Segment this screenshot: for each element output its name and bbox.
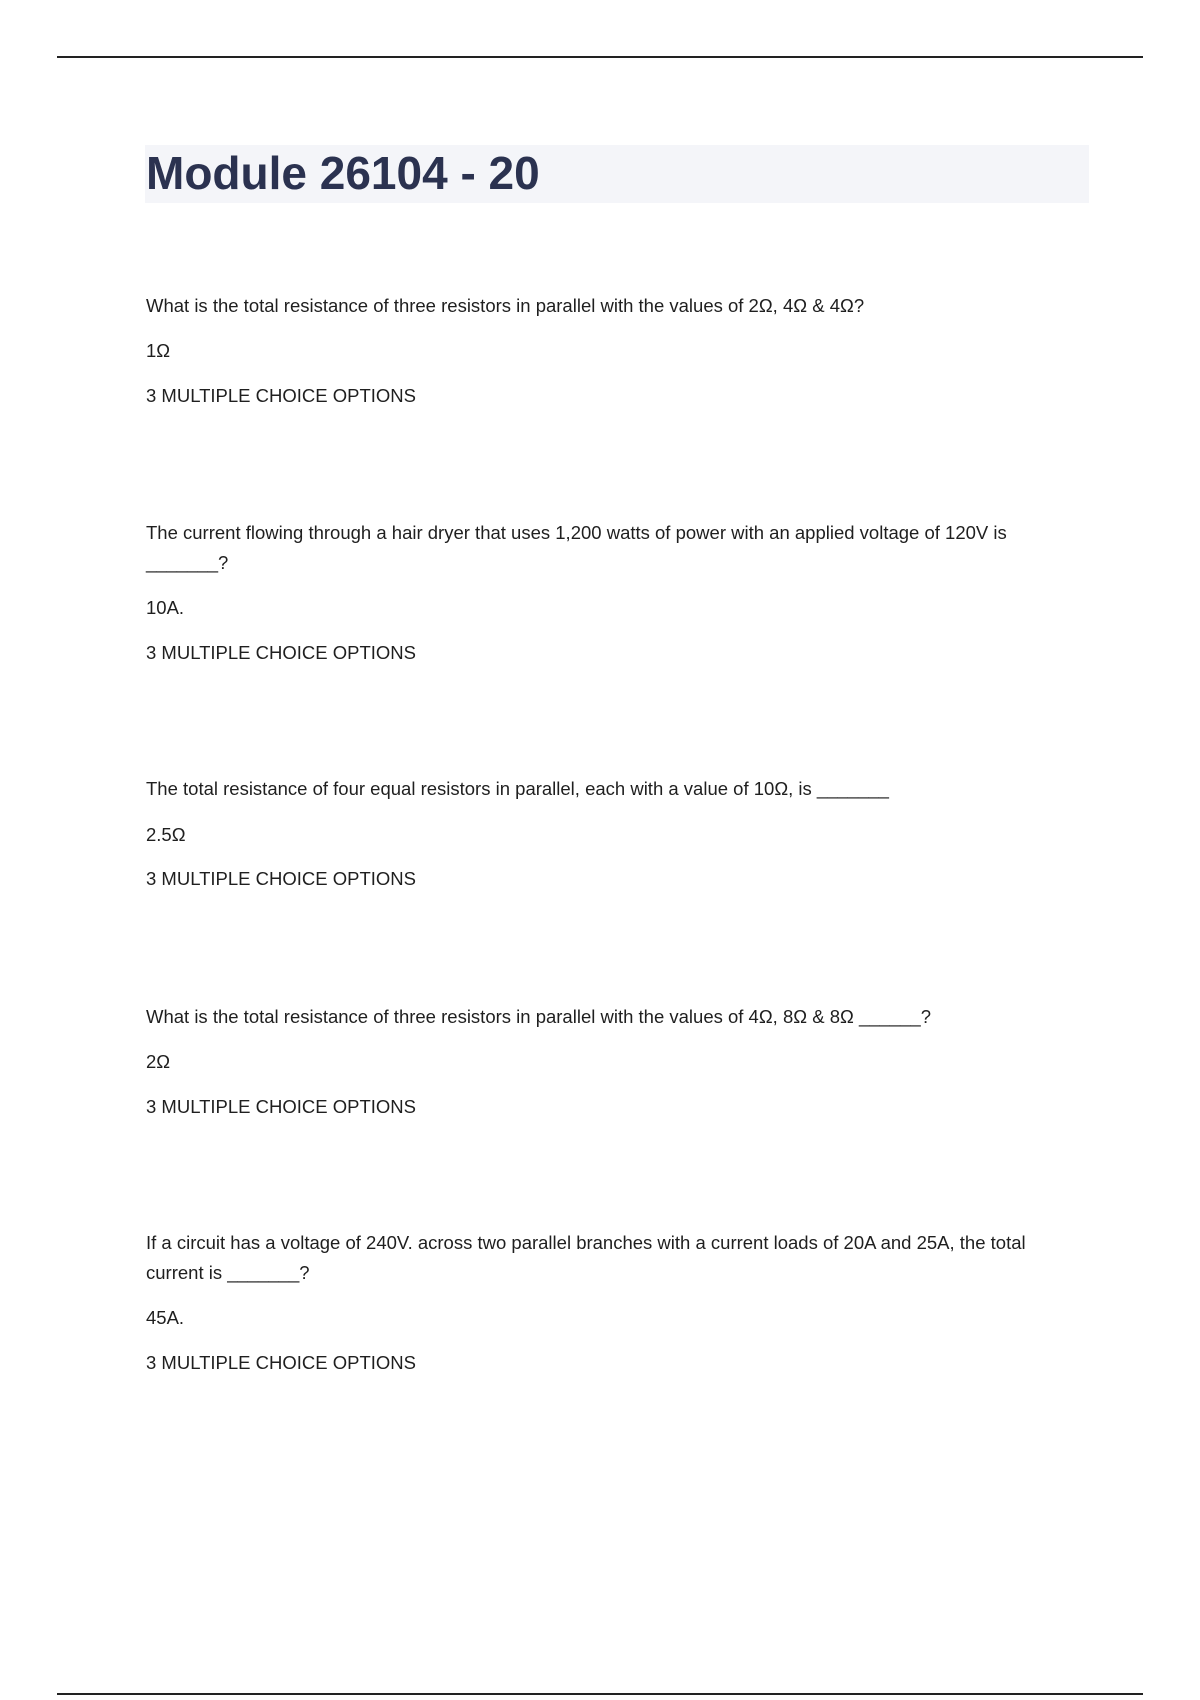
qa-item-5 [146, 1228, 1086, 1378]
question-text: What is the total resistance of three resistors in parallel with the values of 2Ω, 4Ω & 4Ω? [146, 295, 865, 316]
choices-note: 3 MULTIPLE CHOICE OPTIONS [146, 642, 417, 663]
page-title: Module 26104 - 20 [146, 147, 540, 199]
qa-item-2 [146, 518, 1086, 668]
qa-item-4 [146, 1002, 1086, 1122]
question-text: If a circuit has a voltage of 240V. across two parallel branches with a current loads of 20A and 25A, the total current is _______? [146, 1232, 1026, 1283]
answer-text: 10A. [146, 597, 185, 618]
choices-note: 3 MULTIPLE CHOICE OPTIONS [146, 868, 417, 889]
choices-note: 3 MULTIPLE CHOICE OPTIONS [146, 385, 417, 406]
choices-note: 3 MULTIPLE CHOICE OPTIONS [146, 1096, 417, 1117]
qa-item-1 [146, 291, 1086, 411]
question-text: What is the total resistance of three resistors in parallel with the values of 4Ω, 8Ω & 8Ω ______? [146, 1006, 931, 1027]
answer-text: 45A. [146, 1307, 185, 1328]
answer-text: 2.5Ω [146, 824, 186, 845]
qa-item-3 [146, 774, 1086, 894]
top-divider [57, 56, 1143, 58]
answer-text: 2Ω [146, 1051, 171, 1072]
answer-text: 1Ω [146, 340, 171, 361]
question-text: The total resistance of four equal resistors in parallel, each with a value of 10Ω, is _______ [146, 778, 889, 799]
question-text: The current flowing through a hair dryer that uses 1,200 watts of power with an applied voltage of 120V is _______? [146, 522, 1007, 573]
choices-note: 3 MULTIPLE CHOICE OPTIONS [146, 1352, 417, 1373]
bottom-divider [57, 1693, 1143, 1695]
